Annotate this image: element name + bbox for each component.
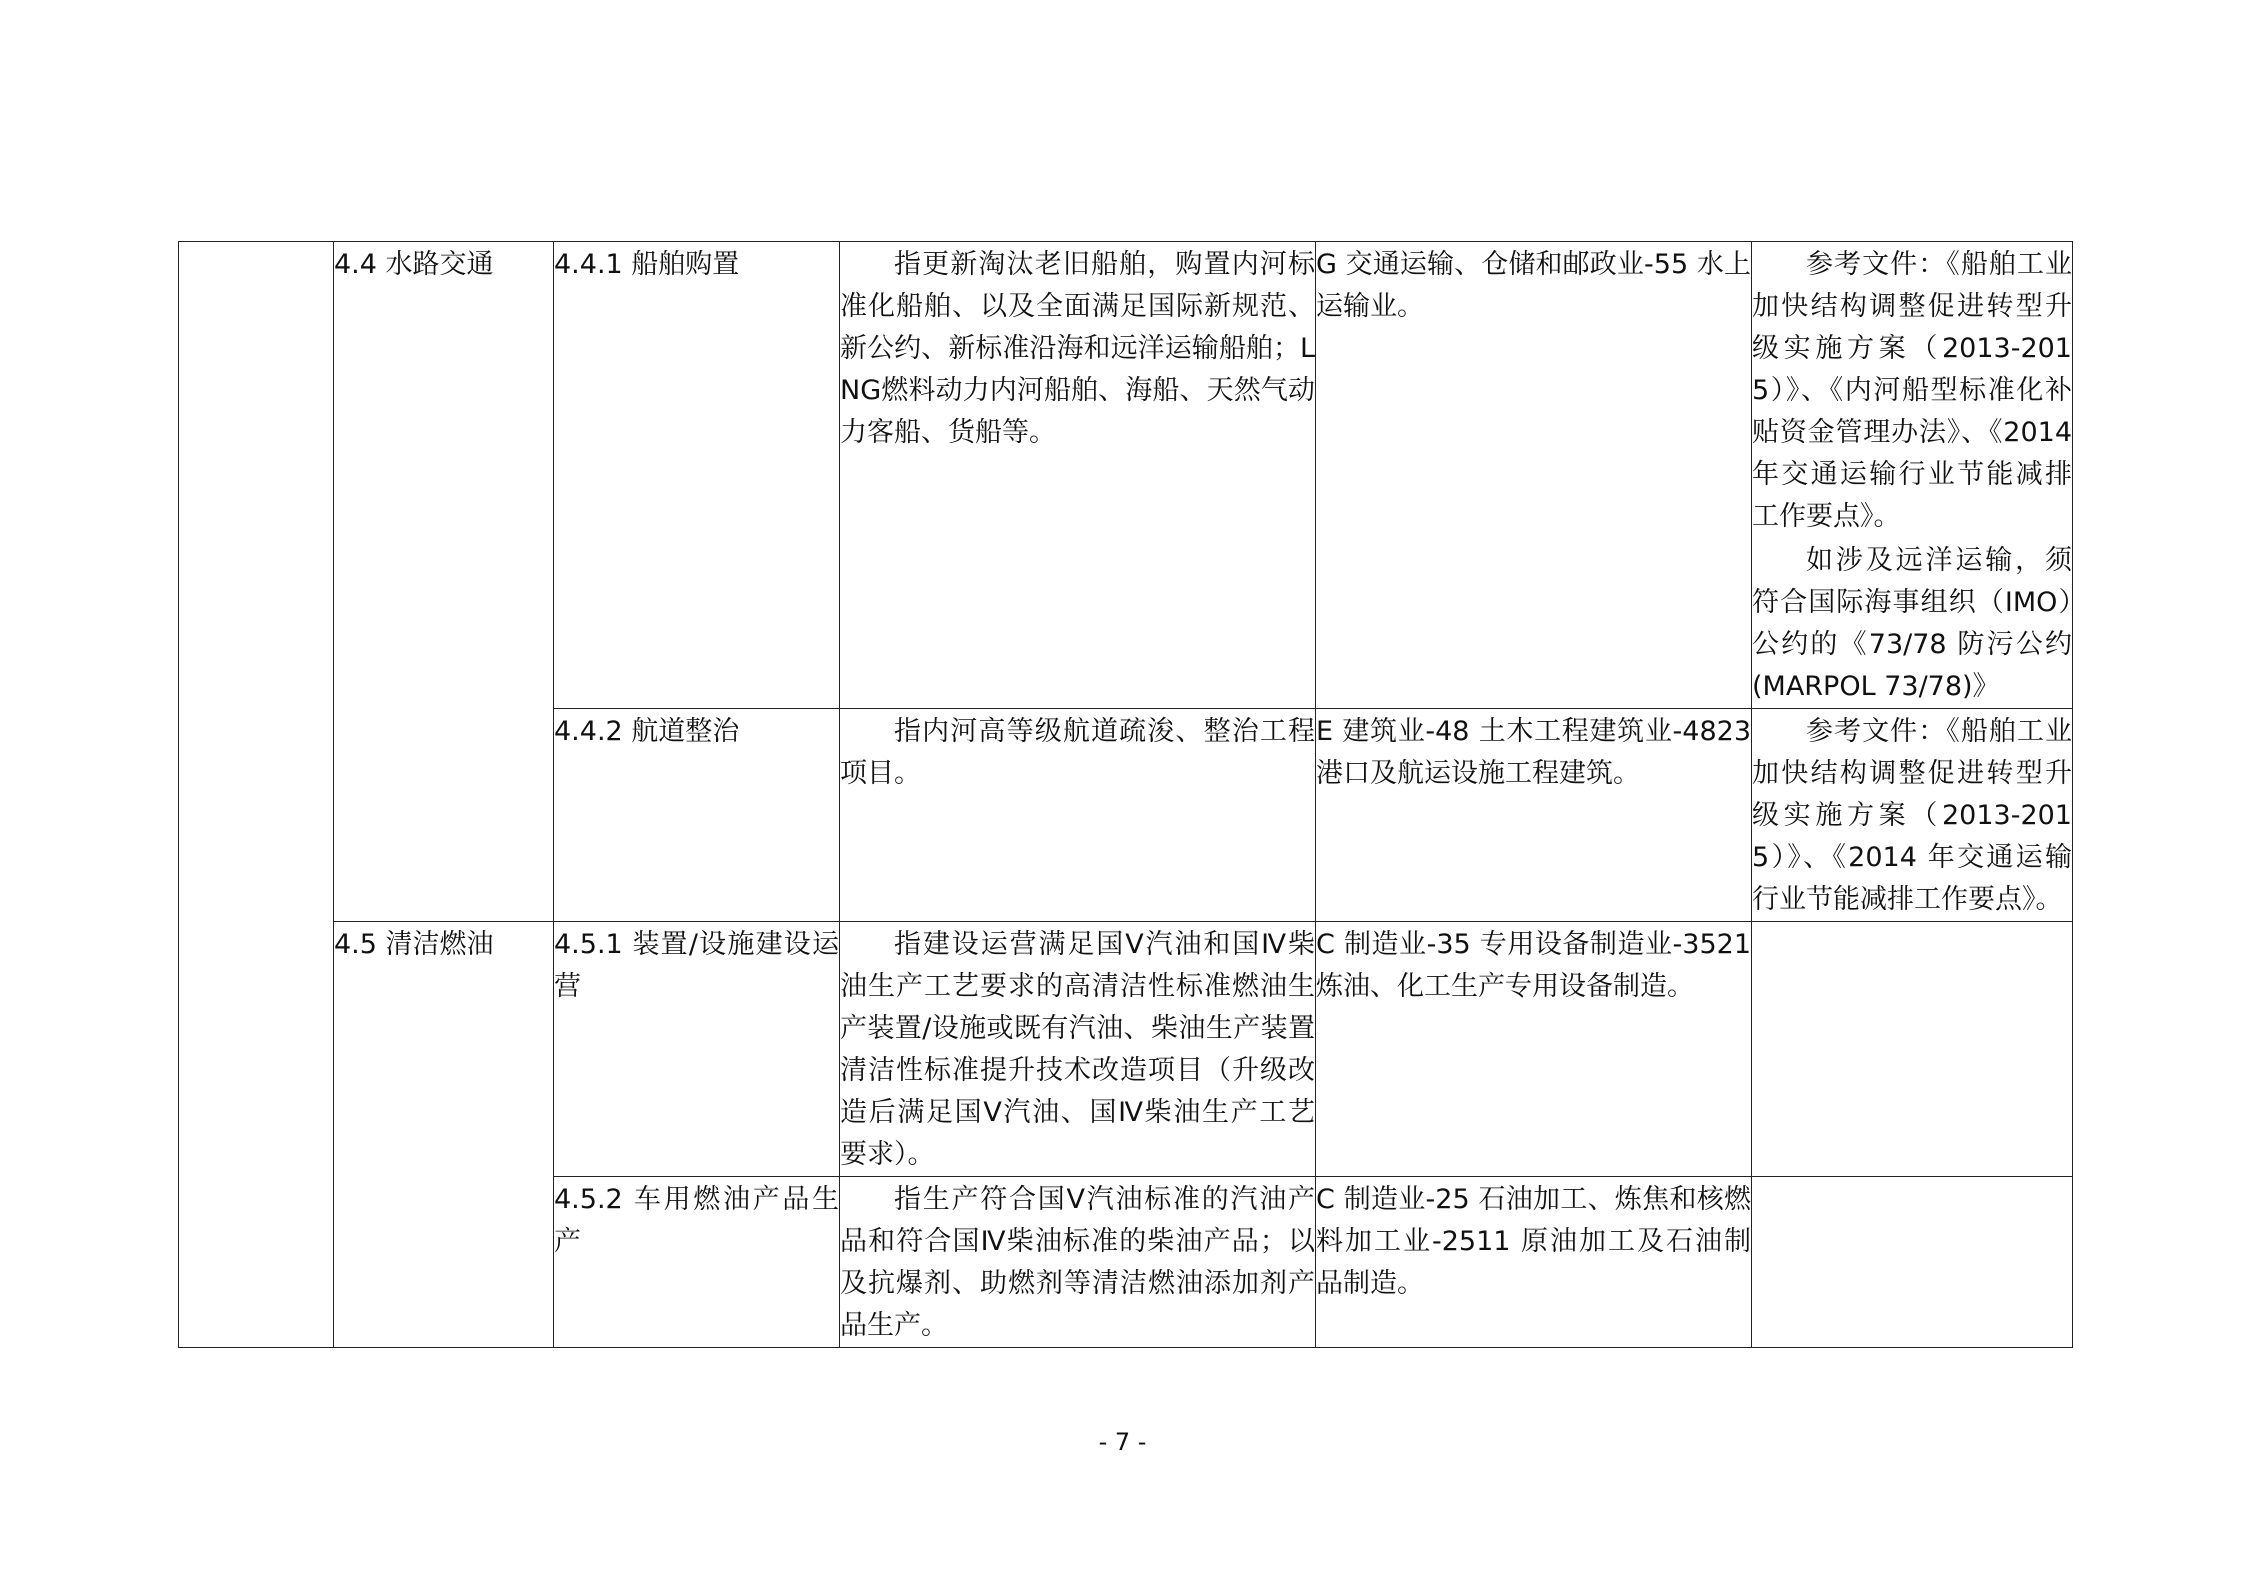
reference-cell xyxy=(1752,242,2073,709)
reference-text: 参考文件：《船舶工业加快结构调整促进转型升级实施方案（2013-2015）》、《2014 年交通运输行业节能减排工作要点》。 xyxy=(1752,716,2072,915)
description-cell xyxy=(840,709,1316,922)
reference-text: 参考文件：《船舶工业加快结构调整促进转型升级实施方案（2013-2015）》、《内河船型标准化补贴资金管理办法》、《2014 年交通运输行业节能减排工作要点》。 xyxy=(1752,249,2072,532)
item-label: 4.5.2 车用燃油产品生产 xyxy=(554,1184,839,1257)
description-cell xyxy=(840,242,1316,709)
description-text: 指生产符合国Ⅴ汽油标准的汽油产品和符合国Ⅳ柴油标准的柴油产品；以及抗爆剂、助燃剂等清洁燃油添加剂产品生产。 xyxy=(840,1184,1315,1341)
reference-text xyxy=(1752,922,2072,924)
item-label: 4.4.1 船舶购置 xyxy=(554,249,740,280)
industry-code-cell xyxy=(1316,1177,1752,1348)
reference-text xyxy=(1752,1177,2072,1179)
page-number: - 7 - xyxy=(1098,1428,1147,1456)
catalog-table xyxy=(178,241,2073,1348)
description-cell xyxy=(840,1177,1316,1348)
subcategory-cell xyxy=(334,242,554,922)
industry-code-cell xyxy=(1316,922,1752,1177)
description-cell xyxy=(840,922,1316,1177)
industry-code-text: C 制造业-35 专用设备制造业-3521 炼油、化工生产专用设备制造。 xyxy=(1316,929,1751,1002)
subcategory-cell xyxy=(334,922,554,1348)
item-label: 4.5.1 装置/设施建设运营 xyxy=(554,929,839,1002)
category-label xyxy=(179,242,333,244)
item-cell xyxy=(554,922,840,1177)
table-row xyxy=(179,922,2073,1177)
industry-code-text: C 制造业-25 石油加工、炼焦和核燃料加工业-2511 原油加工及石油制品制造。 xyxy=(1316,1184,1751,1299)
item-cell xyxy=(554,709,840,922)
industry-code-text: G 交通运输、仓储和邮政业-55 水上运输业。 xyxy=(1316,249,1751,322)
item-cell xyxy=(554,1177,840,1348)
description-text: 指更新淘汰老旧船舶，购置内河标准化船舶、以及全面满足国际新规范、新公约、新标准沿海和远洋运输船舶；LNG燃料动力内河船舶、海船、天然气动力客船、货船等。 xyxy=(840,249,1315,448)
description-text: 指内河高等级航道疏浚、整治工程项目。 xyxy=(840,716,1315,789)
subcategory-label: 4.5 清洁燃油 xyxy=(334,929,494,960)
table-row xyxy=(179,242,2073,709)
reference-cell xyxy=(1752,709,2073,922)
industry-code-text: E 建筑业-48 土木工程建筑业-4823 港口及航运设施工程建筑。 xyxy=(1316,716,1751,789)
industry-code-cell xyxy=(1316,242,1752,709)
subcategory-label: 4.4 水路交通 xyxy=(334,249,494,280)
industry-code-cell xyxy=(1316,709,1752,922)
reference-cell xyxy=(1752,922,2073,1177)
reference-note-text: 如涉及远洋运输，须符合国际海事组织（IMO）公约的《73/78 防污公约(MARPOL 73/78)》 xyxy=(1752,545,2072,702)
item-cell xyxy=(554,242,840,709)
category-cell xyxy=(179,242,334,1348)
item-label: 4.4.2 航道整治 xyxy=(554,716,740,747)
reference-cell xyxy=(1752,1177,2073,1348)
description-text: 指建设运营满足国Ⅴ汽油和国Ⅳ柴油生产工艺要求的高清洁性标准燃油生产装置/设施或既有汽油、柴油生产装置清洁性标准提升技术改造项目（升级改造后满足国Ⅴ汽油、国Ⅳ柴油生产工艺要求）。 xyxy=(840,929,1315,1170)
